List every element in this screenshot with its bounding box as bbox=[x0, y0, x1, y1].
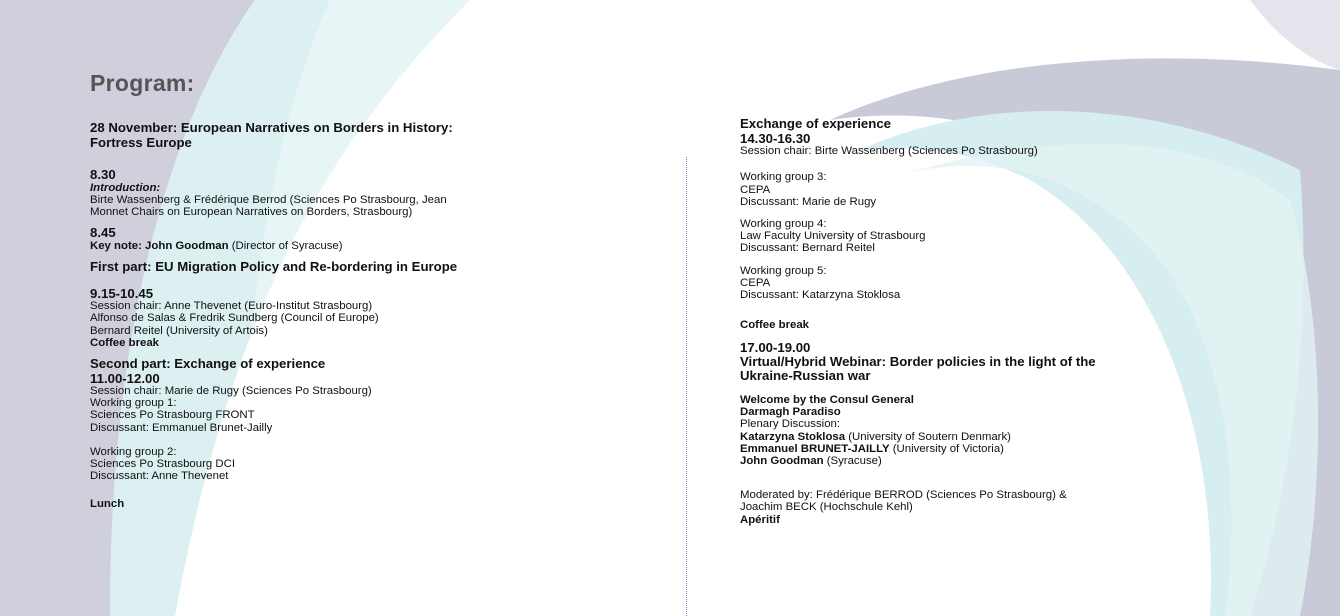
part2-heading: Second part: Exchange of experience bbox=[90, 355, 326, 371]
session-text: Sciences Po Strasbourg FRONT bbox=[90, 409, 255, 422]
panelist bbox=[740, 443, 1300, 455]
moderator-line: Joachim BECK (Hochschule Kehl) bbox=[740, 501, 913, 514]
session-text: Bernard Reitel (University of Artois) bbox=[90, 324, 268, 337]
session-text: CEPA bbox=[740, 276, 771, 289]
session-text: Discussant: Bernard Reitel bbox=[740, 242, 875, 255]
page-title: Program: bbox=[90, 70, 195, 96]
keynote-affiliation: (Director of Syracuse) bbox=[228, 239, 343, 252]
aperitif: Apéritif bbox=[740, 513, 780, 526]
session-text: Working group 1: bbox=[90, 397, 177, 410]
webinar-title: Ukraine-Russian war bbox=[740, 368, 871, 384]
moderator-line: Moderated by: Frédérique BERROD (Sciences Po Strasbourg) & bbox=[740, 489, 1067, 502]
session-time: 8.45 bbox=[90, 225, 116, 241]
session-time: 17.00-19.00 bbox=[740, 340, 811, 356]
day-heading-line2: Fortress Europe bbox=[90, 134, 192, 150]
exchange-heading: Exchange of experience bbox=[740, 116, 891, 131]
coffee-break: Coffee break bbox=[740, 319, 810, 332]
session-time: 14.30-16.30 bbox=[740, 130, 811, 146]
panelist bbox=[740, 431, 1300, 443]
working-group-3 bbox=[740, 171, 1300, 208]
session-time: 8.30 bbox=[90, 167, 116, 183]
keynote-line bbox=[90, 240, 650, 252]
session-text: Discussant: Marie de Rugy bbox=[740, 195, 877, 208]
left-column bbox=[90, 121, 650, 519]
session-text: Discussant: Emmanuel Brunet-Jailly bbox=[90, 421, 273, 434]
session-label: Introduction: bbox=[90, 181, 161, 194]
session-text: Working group 4: bbox=[740, 217, 827, 230]
moderation-block bbox=[740, 489, 1300, 526]
column-divider bbox=[686, 157, 687, 616]
session-chair: Session chair: Birte Wassenberg (Sciences Po Strasbourg) bbox=[740, 145, 1038, 158]
lunch: Lunch bbox=[90, 498, 125, 511]
session-keynote bbox=[90, 226, 650, 252]
session-time: 9.15-10.45 bbox=[90, 285, 154, 301]
welcome-line: Welcome by the Consul General bbox=[740, 394, 914, 407]
part1-heading-block bbox=[90, 260, 650, 275]
session-text: Working group 5: bbox=[740, 264, 827, 277]
session-text: Law Faculty University of Strasbourg bbox=[740, 230, 926, 243]
plenary-label: Plenary Discussion: bbox=[740, 418, 841, 431]
panelist-affiliation: (University of Soutern Denmark) bbox=[845, 430, 1011, 443]
session-text: Alfonso de Salas & Fredrik Sundberg (Council of Europe) bbox=[90, 312, 379, 325]
session-text: Working group 3: bbox=[740, 171, 827, 184]
panelist bbox=[740, 455, 1300, 467]
session-exchange bbox=[90, 357, 650, 434]
keynote-speaker: Key note: John Goodman bbox=[90, 239, 229, 252]
session-text: Working group 2: bbox=[90, 445, 177, 458]
consul-name: Darmagh Paradiso bbox=[740, 406, 841, 419]
day-heading-line1: 28 November: European Narratives on Borders in History: bbox=[90, 120, 453, 135]
panelist-name: John Goodman bbox=[740, 455, 824, 468]
session-text: Session chair: Anne Thevenet (Euro-Institut Strasbourg) bbox=[90, 300, 373, 313]
panelist-affiliation: (University of Victoria) bbox=[889, 442, 1004, 455]
day-heading bbox=[90, 121, 650, 150]
right-column bbox=[740, 117, 1300, 534]
webinar-title: Virtual/Hybrid Webinar: Border policies in the light of the bbox=[740, 353, 1096, 369]
working-group-2 bbox=[90, 446, 650, 483]
coffee-break-block bbox=[740, 319, 1300, 331]
session-text: Discussant: Anne Thevenet bbox=[90, 470, 229, 483]
session-text: Discussant: Katarzyna Stoklosa bbox=[740, 288, 901, 301]
part1-heading: First part: EU Migration Policy and Re-bordering in Europe bbox=[90, 259, 458, 274]
session-introduction bbox=[90, 168, 650, 218]
panelist-affiliation: (Syracuse) bbox=[823, 455, 882, 468]
working-group-4 bbox=[740, 218, 1300, 255]
panelist-name: Emmanuel BRUNET-JAILLY bbox=[740, 442, 890, 455]
webinar-speakers bbox=[740, 394, 1300, 467]
exchange-session bbox=[740, 117, 1300, 157]
session-text: Sciences Po Strasbourg DCI bbox=[90, 458, 235, 471]
panelist-name: Katarzyna Stoklosa bbox=[740, 430, 846, 443]
session-migration bbox=[90, 287, 650, 349]
session-text: Birte Wassenberg & Frédérique Berrod (Sciences Po Strasbourg, Jean bbox=[90, 193, 447, 206]
lunch-block bbox=[90, 498, 650, 510]
session-time: 11.00-12.00 bbox=[90, 370, 160, 386]
coffee-break: Coffee break bbox=[90, 336, 160, 349]
session-text: Session chair: Marie de Rugy (Sciences Po Strasbourg) bbox=[90, 385, 372, 397]
webinar-block bbox=[740, 341, 1300, 384]
session-text: CEPA bbox=[740, 183, 771, 196]
session-text: Monnet Chairs on European Narratives on Borders, Strasbourg) bbox=[90, 206, 413, 219]
working-group-5 bbox=[740, 265, 1300, 302]
